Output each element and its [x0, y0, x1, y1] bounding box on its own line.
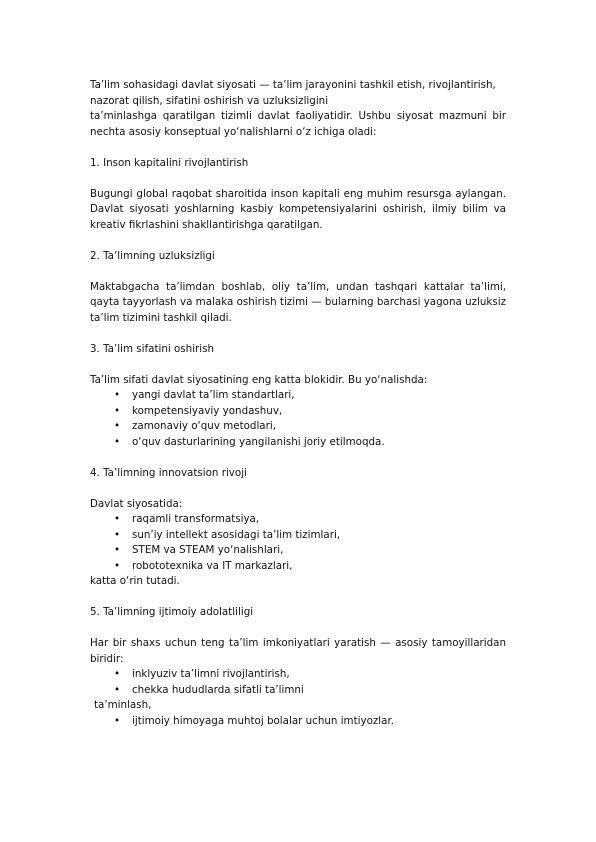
- bullet-icon: •: [114, 714, 121, 727]
- bullet-list: [90, 667, 506, 698]
- section-lead: Ta’lim sifati davlat siyosatining eng katta blokidir. Bu yo‘nalishda:: [90, 373, 428, 386]
- list-item: • inklyuziv ta’limni rivojlantirish,: [90, 667, 506, 683]
- section-heading: 4. Ta’limning innovatsion rivoji: [90, 466, 247, 479]
- bullet-icon: •: [114, 389, 121, 401]
- section-heading: 3. Ta’lim sifatini oshirish: [90, 342, 215, 355]
- list-item: • sun’iy intellekt asosidagi ta’lim tizimlari,: [90, 528, 506, 544]
- list-item: • robototexnika va IT markazlari,: [90, 559, 506, 575]
- document-body: [90, 78, 506, 729]
- list-item: • zamonaviy o‘quv metodlari,: [90, 419, 506, 435]
- intro-line: nazorat qilish, sifatini oshirish va uzluksizligini: [90, 94, 329, 107]
- list-item: • kompetensiyaviy yondashuv,: [90, 404, 506, 420]
- bullet-icon: •: [114, 435, 121, 448]
- section-tail: katta o‘rin tutadi.: [90, 575, 180, 587]
- bullet-icon: •: [114, 528, 121, 541]
- list-item: • chekka hududlarda sifatli ta’limni: [90, 683, 506, 699]
- list-item: • STEM va STEAM yo‘nalishlari,: [90, 543, 506, 559]
- section-lead: Davlat siyosatida:: [90, 497, 183, 510]
- list-item: • yangi davlat ta’lim standartlari,: [90, 388, 506, 404]
- section-heading: 1. Inson kapitalini rivojlantirish: [90, 156, 249, 169]
- section-heading: 2. Ta’limning uzluksizligi: [90, 249, 215, 262]
- bullet-list: [90, 714, 506, 730]
- bullet-icon: •: [114, 683, 121, 696]
- intro-paragraph: ta’minlashga qaratilgan tizimli davlat faoliyatidir. Ushbu siyosat mazmuni bir nechta asosiy konseptual yo‘nalishlarni o‘z ichiga oladi:: [90, 110, 506, 138]
- section-paragraph: Maktabgacha ta’limdan boshlab, oliy ta’lim, undan tashqari kattalar ta’limi, qayta tayyorlash va malaka oshirish tizimi — bularning barchasi yagona uzluksiz ta’lim tizimini tashkil qiladi.: [90, 280, 506, 324]
- bullet-icon: •: [114, 420, 121, 432]
- bullet-icon: •: [114, 668, 121, 680]
- list-continuation: ta’minlash,: [94, 699, 152, 711]
- bullet-icon: •: [114, 404, 121, 417]
- list-item: • o‘quv dasturlarining yangilanishi joriy etilmoqda.: [90, 435, 506, 451]
- list-item: • ijtimoiy himoyaga muhtoj bolalar uchun imtiyozlar.: [90, 714, 506, 730]
- bullet-list: [90, 512, 506, 574]
- section-paragraph: Bugungi global raqobat sharoitida inson kapitali eng muhim resursga aylangan. Davlat siyosati yoshlarning kasbiy kompetensiyalarini oshirish, ilmiy bilim va kreativ fikrlashini shakllantirishga qaratilgan.: [90, 187, 506, 231]
- bullet-list: [90, 388, 506, 450]
- bullet-icon: •: [114, 559, 121, 572]
- section-heading: 5. Ta’limning ijtimoiy adolatliligi: [90, 606, 254, 618]
- list-item: • raqamli transformatsiya,: [90, 512, 506, 528]
- bullet-icon: •: [114, 544, 121, 556]
- section-lead: Har bir shaxs uchun teng ta’lim imkoniyatlari yaratish — asosiy tamoyillaridan biridir:: [90, 637, 506, 665]
- bullet-icon: •: [114, 513, 121, 525]
- intro-line: Ta’lim sohasidagi davlat siyosati — ta’lim jarayonini tashkil etish, rivojlantirish,: [90, 79, 496, 91]
